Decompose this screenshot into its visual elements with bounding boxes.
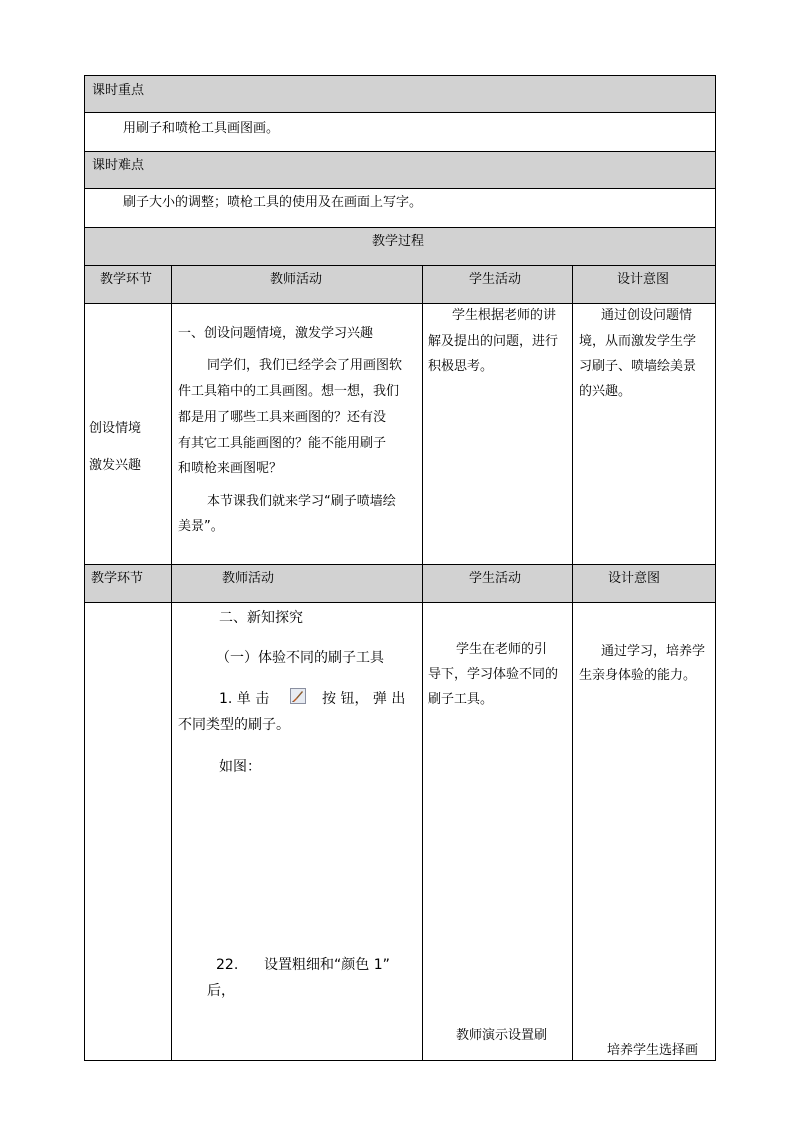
header2-teacher-cell — [171, 564, 423, 603]
row1-design-l1: 通过创设问题情 — [601, 308, 693, 323]
header1-student-cell — [422, 265, 573, 304]
row1-teacher-p1-l2: 件工具箱中的工具画图。想一想，我们 — [178, 384, 400, 399]
row1-teacher-p1-l1: 同学们，我们已经学会了用画图软 — [207, 358, 403, 373]
header1-student: 学生活动 — [469, 272, 522, 287]
row2-student-l1: 学生在老师的引 — [456, 642, 548, 657]
row1-teacher-p2-l2: 美景”。 — [178, 519, 224, 534]
row2-student-l2: 导下，学习体验不同的 — [428, 667, 559, 682]
header1-stage-cell — [84, 265, 172, 304]
row1-teacher-p1-l3: 都是用了哪些工具来画图的？还有没 — [178, 410, 387, 425]
row2-teacher-cell — [171, 602, 423, 1061]
key-point-heading: 课时重点 — [92, 83, 145, 98]
row2-step1-a: 1. 单 击 — [219, 691, 270, 707]
row2-student-l3: 刷子工具。 — [428, 692, 494, 707]
row1-design-cell — [572, 303, 716, 565]
header2-stage-cell — [84, 564, 172, 603]
row2-student-cell — [422, 602, 573, 1061]
header2-stage: 教学环节 — [91, 571, 144, 586]
row1-student-l3: 积极思考。 — [428, 359, 494, 374]
process-title-cell — [84, 227, 716, 266]
row1-design-l4: 的兴趣。 — [579, 384, 632, 399]
row1-design-l3: 习刷子、喷墙绘美景 — [579, 359, 697, 374]
row2-design-l2: 生亲身体验的能力。 — [579, 668, 697, 683]
row1-teacher-p1-l5: 和喷枪来画图呢？ — [178, 461, 283, 476]
header1-stage: 教学环节 — [100, 272, 153, 287]
row2-stage-cell — [84, 602, 172, 1061]
key-point-content-cell — [84, 112, 716, 152]
row1-teacher-p1-l4: 有其它工具能画图的？能不能用刷子 — [178, 436, 387, 451]
row2-step2-cont: 后， — [207, 983, 235, 999]
row2-step1-d: 如图： — [219, 759, 261, 775]
header2-student-cell — [422, 564, 573, 603]
row1-stage-line2: 激发兴趣 — [89, 458, 142, 473]
process-title: 教学过程 — [372, 234, 425, 249]
row2-design-l3: 培养学生选择画 — [607, 1043, 699, 1058]
difficult-point-content: 刷子大小的调整；喷枪工具的使用及在画面上写字。 — [123, 195, 423, 210]
row1-teacher-cell — [171, 303, 423, 565]
key-point-heading-cell — [84, 75, 716, 113]
difficult-point-heading-cell — [84, 151, 716, 189]
row1-student-cell — [422, 303, 573, 565]
header1-teacher: 教师活动 — [270, 272, 323, 287]
row2-step1-b: 按 钮， 弹 出 — [322, 691, 406, 707]
difficult-point-content-cell — [84, 188, 716, 228]
row1-teacher-p2-l1: 本节课我们就来学习“刷子喷墙绘 — [207, 494, 396, 509]
header2-design: 设计意图 — [608, 571, 661, 586]
header1-design-cell — [572, 265, 716, 304]
header2-design-cell — [572, 564, 716, 603]
row1-design-l2: 境，从而激发学生学 — [579, 334, 697, 349]
row1-stage-cell — [84, 303, 172, 565]
key-point-content: 用刷子和喷枪工具画图画。 — [123, 121, 280, 136]
row2-student-l4: 教师演示设置刷 — [456, 1028, 548, 1043]
row1-stage-line1: 创设情境 — [89, 421, 142, 436]
row2-teacher-title: 二、新知探究 — [219, 610, 303, 626]
header2-student: 学生活动 — [469, 571, 522, 586]
row2-design-cell — [572, 602, 716, 1061]
row1-student-l2: 解及提出的问题，进行 — [428, 334, 559, 349]
row1-student-l1: 学生根据老师的讲 — [452, 308, 557, 323]
row2-step2-text: 设置粗细和“颜色 1” — [264, 957, 390, 973]
header1-design: 设计意图 — [617, 272, 670, 287]
row1-teacher-title: 一、创设问题情境，激发学习兴趣 — [178, 326, 374, 341]
header1-teacher-cell — [171, 265, 423, 304]
row2-design-l1: 通过学习，培养学 — [601, 644, 706, 659]
row2-step2-num: 22. — [216, 957, 239, 973]
header2-teacher: 教师活动 — [222, 571, 275, 586]
row2-teacher-sub: （一）体验不同的刷子工具 — [216, 650, 384, 666]
brush-tool-icon — [290, 688, 306, 704]
row2-step1-c: 不同类型的刷子。 — [178, 717, 290, 733]
difficult-point-heading: 课时难点 — [92, 158, 145, 173]
